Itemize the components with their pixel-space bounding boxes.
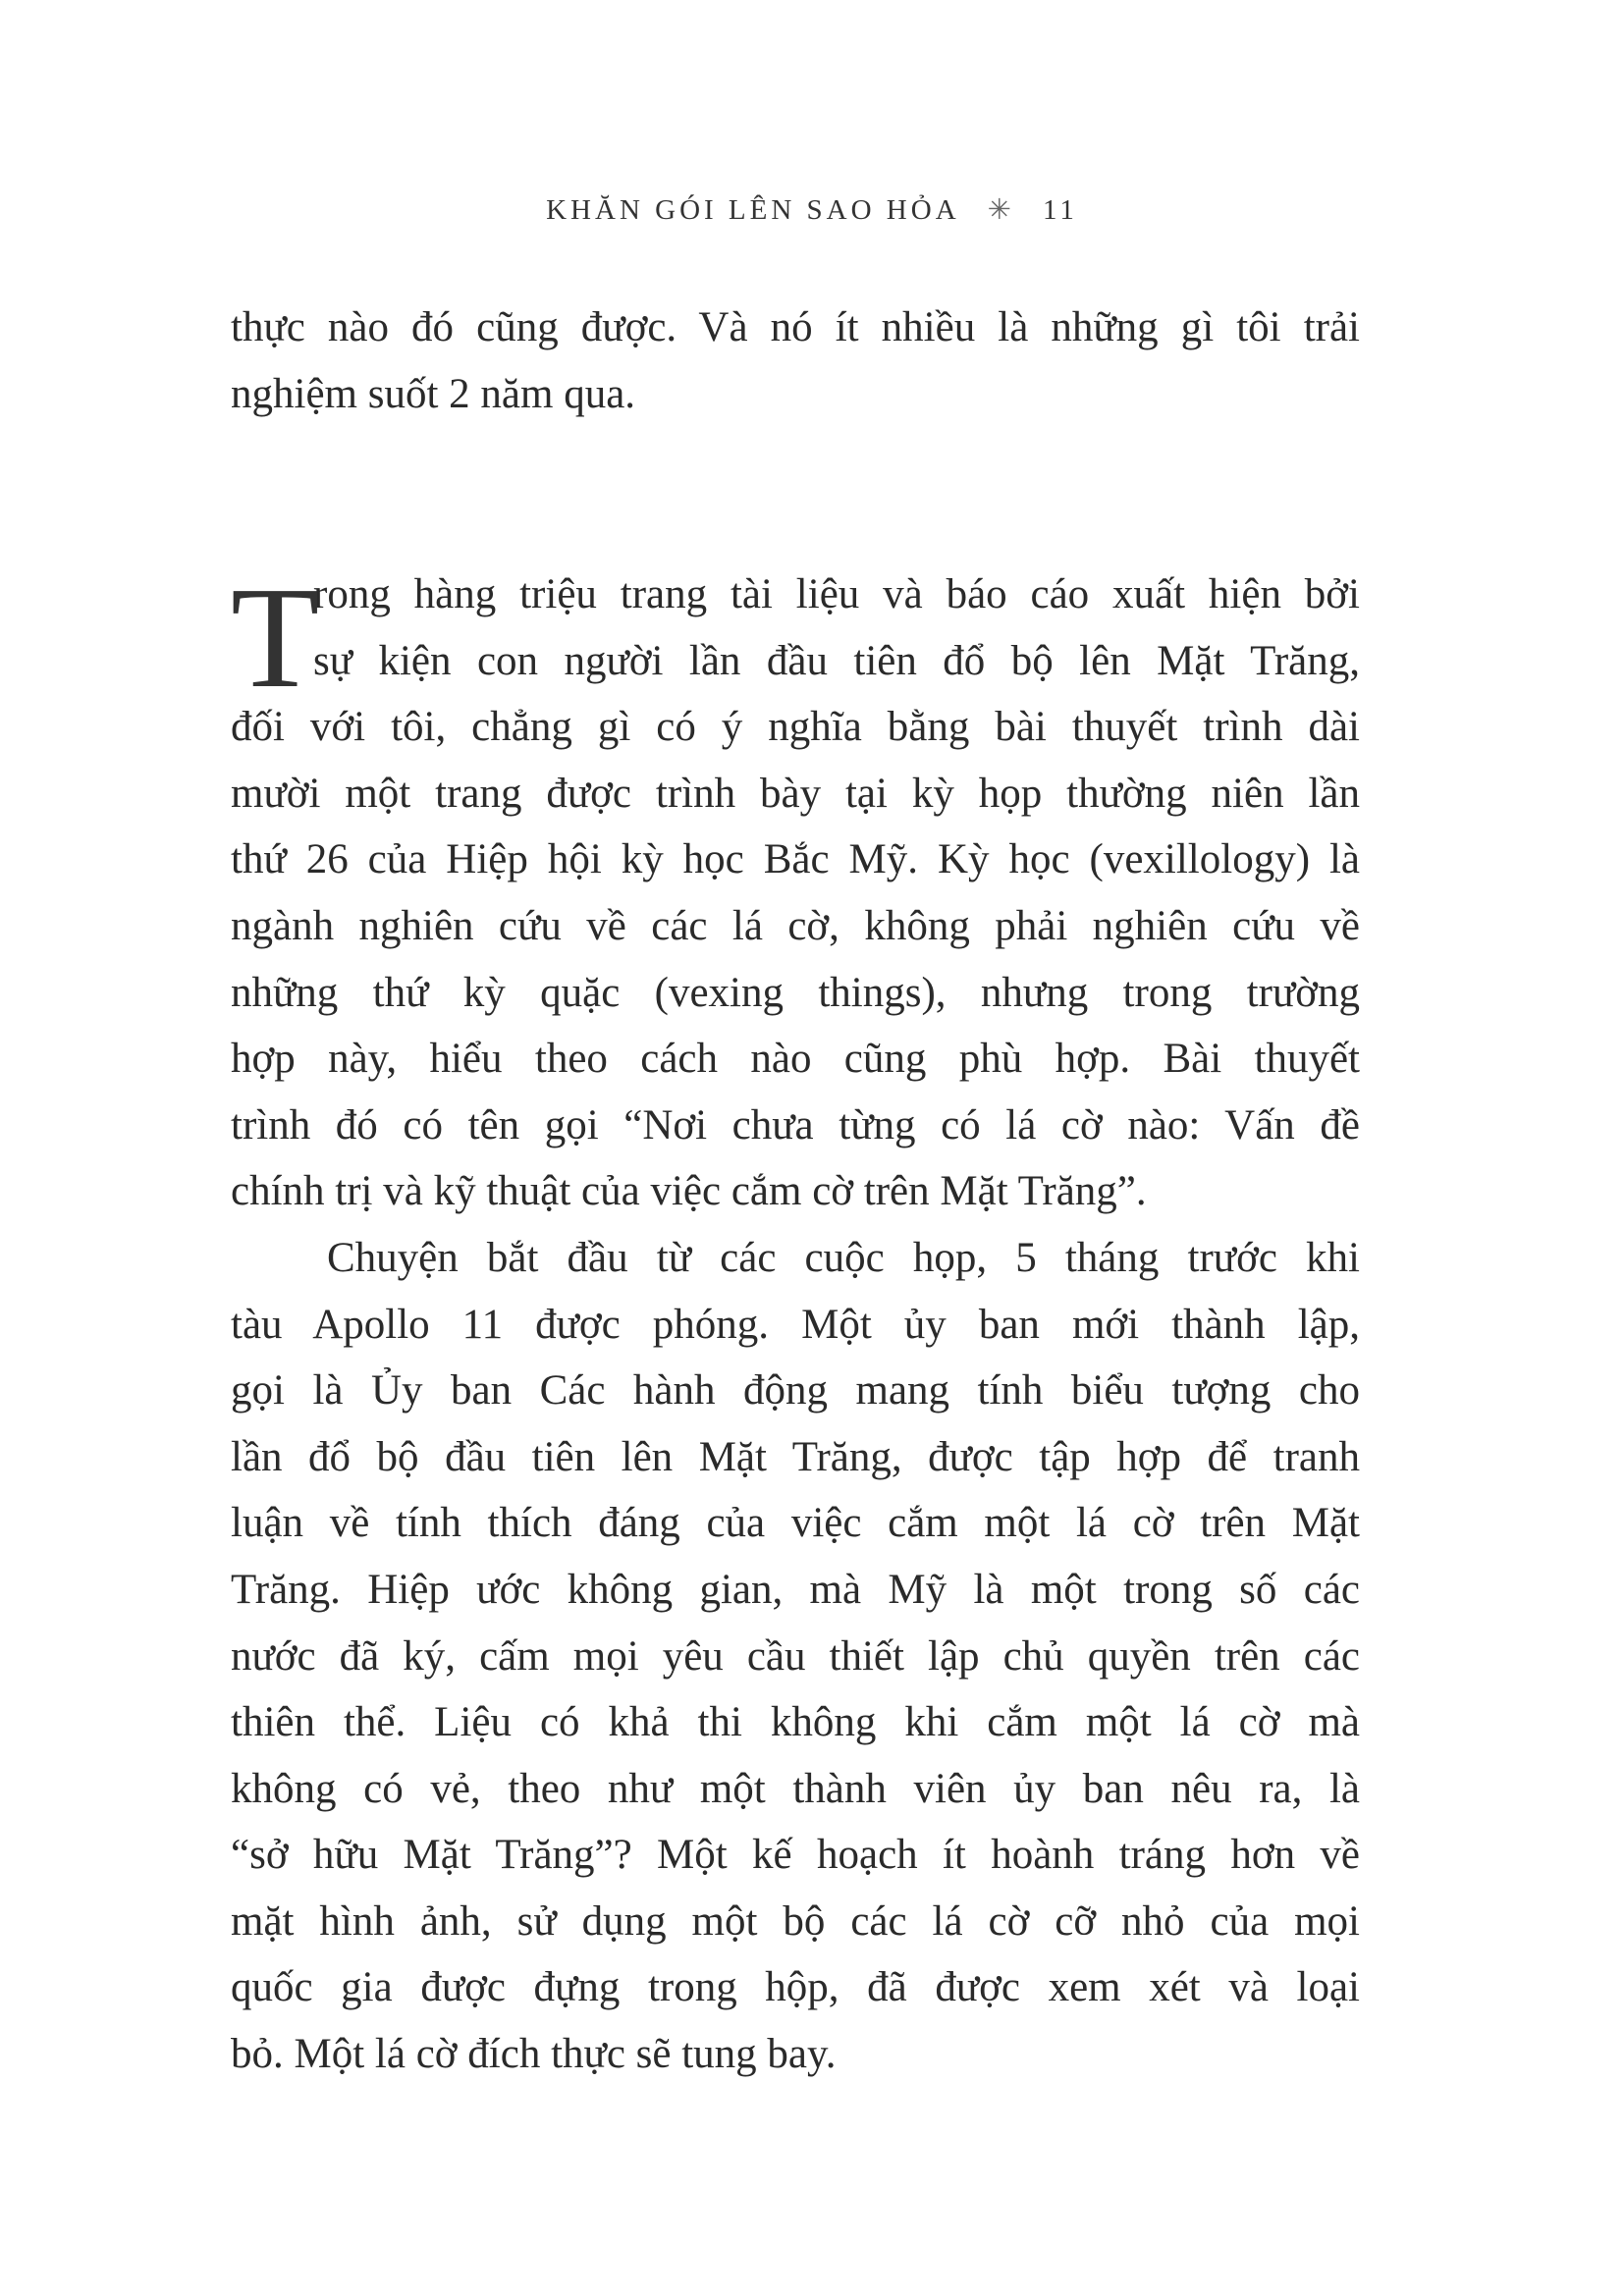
page-number: 11 [1042, 194, 1078, 226]
text-line: Chuyện bắt đầu từ các cuộc họp, 5 tháng trước khi [327, 1234, 1360, 1281]
text-line: thiên thể. Liệu có khả thi không khi cắm một lá cờ mà [231, 1699, 1360, 1746]
text-line: gọi là Ủy ban Các hành động mang tính biểu tượng cho [231, 1367, 1360, 1415]
text-line: nghiệm suốt 2 năm qua. [231, 370, 636, 417]
text-line: không có vẻ, theo như một thành viên ủy ban nêu ra, là [231, 1765, 1360, 1812]
text-line: thực nào đó cũng được. Và nó ít nhiều là những gì tôi trải [231, 304, 1360, 350]
text-line: bỏ. Một lá cờ đích thực sẽ tung bay. [231, 2031, 837, 2078]
text-line: ngành nghiên cứu về các lá cờ, không phải nghiên cứu về [231, 902, 1360, 949]
text-line: lần đổ bộ đầu tiên lên Mặt Trăng, được tập hợp để tranh [231, 1433, 1360, 1480]
text-line: luận về tính thích đáng của việc cắm một lá cờ trên Mặt [231, 1500, 1360, 1547]
text-line: nước đã ký, cấm mọi yêu cầu thiết lập chủ quyền trên các [231, 1632, 1360, 1680]
text-line: rong hàng triệu trang tài liệu và báo cáo xuất hiện bởi [313, 571, 1360, 617]
text-line: Trăng. Hiệp ước không gian, mà Mỹ là một trong số các [231, 1566, 1360, 1613]
text-line: những thứ kỳ quặc (vexing things), nhưng trong trường [231, 969, 1360, 1016]
text-line: hợp này, hiểu theo cách nào cũng phù hợp. Bài thuyết [231, 1036, 1360, 1083]
text-line: trình đó có tên gọi “Nơi chưa từng có lá cờ nào: Vấn đề [231, 1101, 1360, 1148]
text-line: mười một trang được trình bày tại kỳ họp thường niên lần [231, 770, 1360, 817]
text-line: đối với tôi, chẳng gì có ý nghĩa bằng bài thuyết trình dài [231, 704, 1360, 751]
section-body [231, 558, 1360, 2088]
text-line: quốc gia được đựng trong hộp, đã được xem xét và loại [231, 1964, 1360, 2011]
running-header [0, 192, 1624, 227]
text-line: “sở hữu Mặt Trăng”? Một kế hoạch ít hoành tráng hơn về [231, 1832, 1360, 1879]
text-line: thứ 26 của Hiệp hội kỳ học Bắc Mỹ. Kỳ học (vexillology) là [231, 836, 1360, 883]
asterisk-ornament-icon: ✳ [987, 194, 1015, 226]
book-title: KHĂN GÓI LÊN SAO HỎA [546, 194, 960, 226]
text-line: chính trị và kỹ thuật của việc cắm cờ trên Mặt Trăng”. [231, 1168, 1147, 1215]
paragraph-continuation [231, 294, 1360, 427]
text-line: sự kiện con người lần đầu tiên đổ bộ lên Mặt Trăng, [313, 637, 1360, 684]
text-line: mặt hình ảnh, sử dụng một bộ các lá cờ cỡ nhỏ của mọi [231, 1897, 1360, 1945]
text-line: tàu Apollo 11 được phóng. Một ủy ban mới thành lập, [231, 1301, 1360, 1348]
drop-cap: T [231, 558, 320, 719]
